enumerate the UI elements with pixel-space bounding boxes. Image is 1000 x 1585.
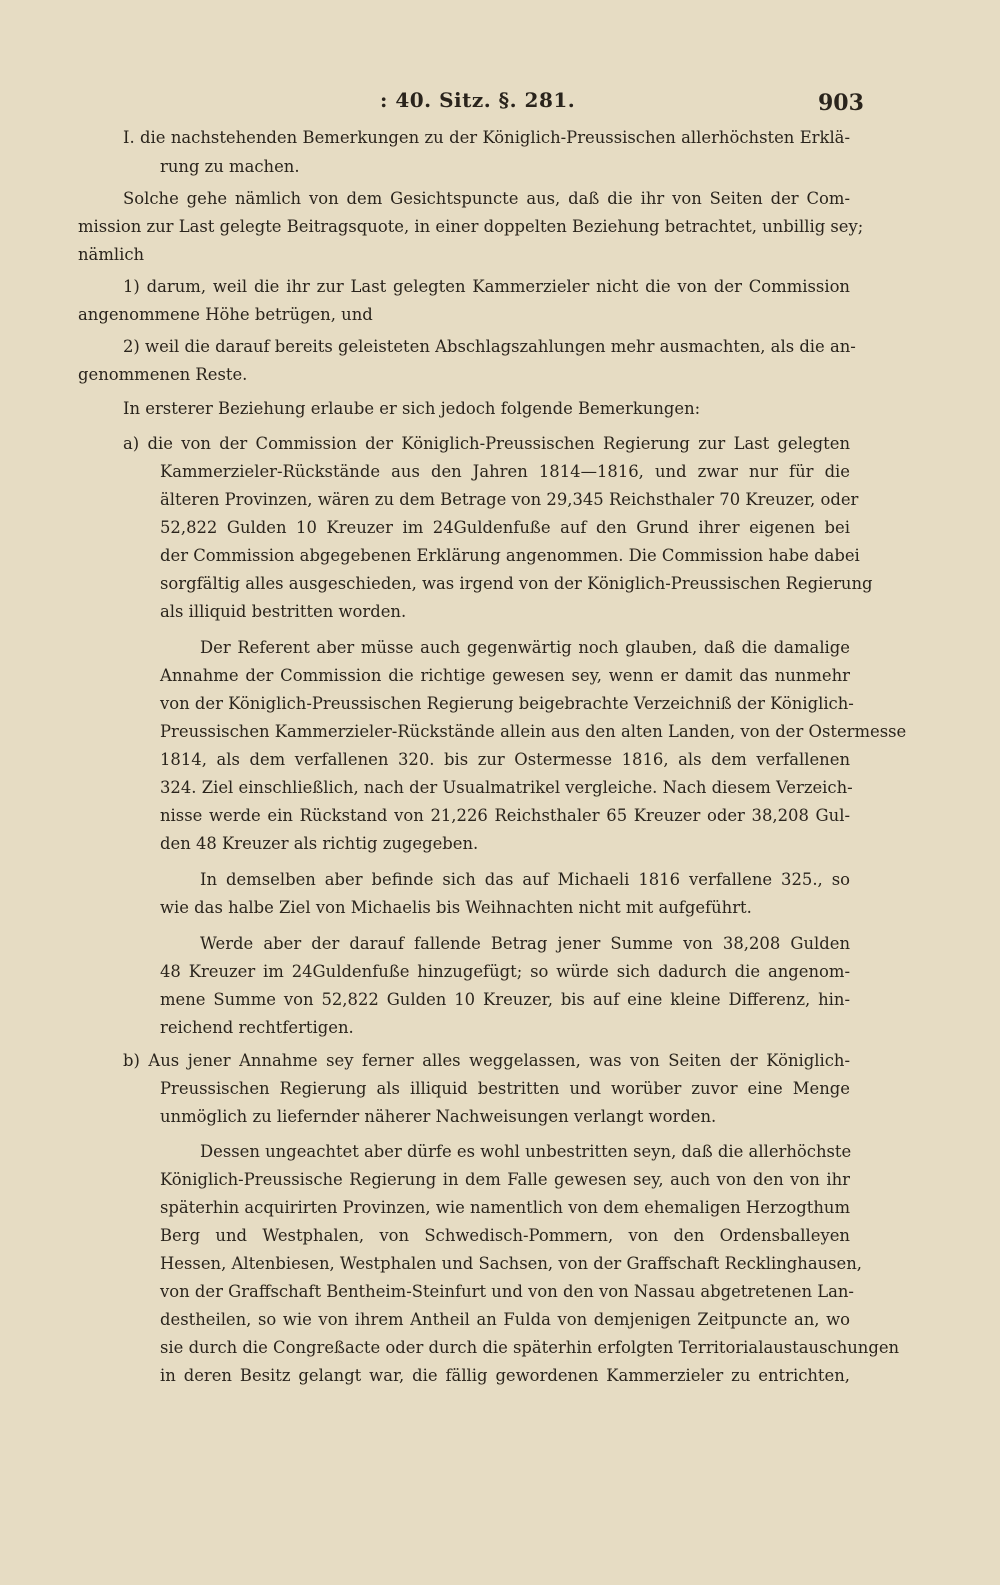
running-head: : 40. Sitz. §. 281. — [380, 88, 576, 112]
text-line: sorgfältig alles ausgeschieden, was irgend von der Königlich-Preussischen Regierung — [160, 574, 873, 593]
text-line: nisse werde ein Rückstand von 21,226 Reichsthaler 65 Kreuzer oder 38,208 Gul- — [160, 806, 850, 825]
text-line: späterhin acquirirten Provinzen, wie namentlich von dem ehemaligen Herzogthum — [160, 1198, 850, 1217]
text-line: unmöglich zu liefernder näherer Nachweisungen verlangt worden. — [160, 1107, 717, 1126]
text-line: in deren Besitz gelangt war, die fällig gewordenen Kammerzieler zu entrichten, — [160, 1366, 850, 1385]
text-line: von der Graffschaft Bentheim-Steinfurt und von den von Nassau abgetretenen Lan- — [160, 1282, 854, 1301]
text-line: älteren Provinzen, wären zu dem Betrage von 29,345 Reichsthaler 70 Kreuzer, oder — [160, 490, 859, 509]
text-line: von der Königlich-Preussischen Regierung beigebrachte Verzeichniß der Königlich- — [160, 694, 854, 713]
page-number: 903 — [818, 90, 864, 116]
text-line: Solche gehe nämlich von dem Gesichtspuncte aus, daß die ihr von Seiten der Com- — [123, 189, 850, 208]
text-line: Dessen ungeachtet aber dürfe es wohl unbestritten seyn, daß die allerhöchste — [200, 1142, 852, 1161]
text-line: sie durch die Congreßacte oder durch die späterhin erfolgten Territorialaustauschungen — [160, 1338, 900, 1357]
text-line: angenommene Höhe betrügen, und — [78, 305, 373, 324]
text-line: 324. Ziel einschließlich, nach der Usualmatrikel vergleiche. Nach diesem Verzeich- — [160, 778, 853, 797]
text-line: 48 Kreuzer im 24Guldenfuße hinzugefügt; so würde sich dadurch die angenom- — [160, 962, 850, 981]
text-line: Kammerzieler-Rückstände aus den Jahren 1814—1816, und zwar nur für die — [160, 462, 850, 481]
text-line: In ersterer Beziehung erlaube er sich jedoch folgende Bemerkungen: — [123, 399, 701, 418]
text-line: rung zu machen. — [160, 157, 300, 176]
text-line: Preussischen Kammerzieler-Rückstände allein aus den alten Landen, von der Ostermesse — [160, 722, 907, 741]
text-line: Königlich-Preussische Regierung in dem Falle gewesen sey, auch von den von ihr — [160, 1170, 850, 1189]
text-line: Berg und Westphalen, von Schwedisch-Pommern, von den Ordensballeyen — [160, 1226, 850, 1245]
text-line: nämlich — [78, 245, 145, 264]
text-line: 1) darum, weil die ihr zur Last gelegten Kammerzieler nicht die von der Commission — [123, 277, 850, 296]
text-line: mission zur Last gelegte Beitragsquote, in einer doppelten Beziehung betrachtet, unbillig sey; — [78, 217, 864, 236]
text-line: 1814, als dem verfallenen 320. bis zur Ostermesse 1816, als dem verfallenen — [160, 750, 850, 769]
text-line: als illiquid bestritten worden. — [160, 602, 407, 621]
page-header — [0, 88, 1000, 118]
text-line: Annahme der Commission die richtige gewesen sey, wenn er damit das nunmehr — [160, 666, 850, 685]
text-line: Preussischen Regierung als illiquid bestritten und worüber zuvor eine Menge — [160, 1079, 850, 1098]
text-line: mene Summe von 52,822 Gulden 10 Kreuzer, bis auf eine kleine Differenz, hin- — [160, 990, 850, 1009]
text-line: In demselben aber befinde sich das auf Michaeli 1816 verfallene 325., so — [200, 870, 850, 889]
text-line: den 48 Kreuzer als richtig zugegeben. — [160, 834, 479, 853]
text-line: a) die von der Commission der Königlich-Preussischen Regierung zur Last gelegten — [123, 434, 850, 453]
text-line: Der Referent aber müsse auch gegenwärtig noch glauben, daß die damalige — [200, 638, 850, 657]
text-line: destheilen, so wie von ihrem Antheil an Fulda von demjenigen Zeitpuncte an, wo — [160, 1310, 850, 1329]
text-line: wie das halbe Ziel von Michaelis bis Weihnachten nicht mit aufgeführt. — [160, 898, 752, 917]
text-line: Werde aber der darauf fallende Betrag jener Summe von 38,208 Gulden — [200, 934, 850, 953]
text-line: der Commission abgegebenen Erklärung angenommen. Die Commission habe dabei — [160, 546, 860, 565]
text-line: b) Aus jener Annahme sey ferner alles weggelassen, was von Seiten der Königlich- — [123, 1051, 850, 1070]
text-line: 52,822 Gulden 10 Kreuzer im 24Guldenfuße auf den Grund ihrer eigenen bei — [160, 518, 850, 537]
text-line: Hessen, Altenbiesen, Westphalen und Sachsen, von der Graffschaft Recklinghausen, — [160, 1254, 863, 1273]
text-line: genommenen Reste. — [78, 365, 248, 384]
text-line: 2) weil die darauf bereits geleisteten Abschlagszahlungen mehr ausmachten, als die an- — [123, 337, 856, 356]
text-line: I. die nachstehenden Bemerkungen zu der Königlich-Preussischen allerhöchsten Erklä- — [123, 128, 850, 147]
text-line: reichend rechtfertigen. — [160, 1018, 354, 1037]
